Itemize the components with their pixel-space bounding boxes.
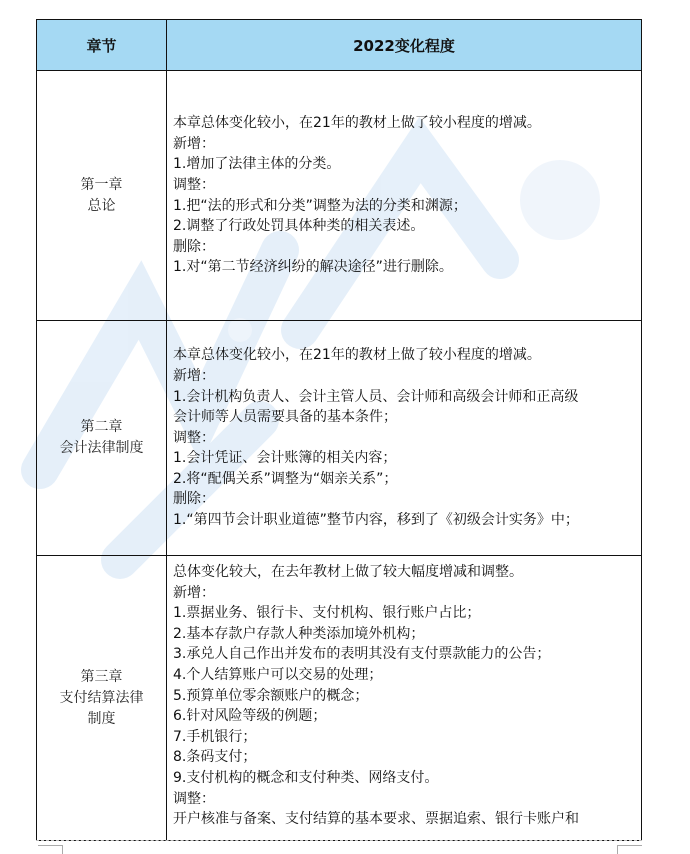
content-cell bbox=[167, 556, 642, 841]
change-table bbox=[36, 19, 642, 841]
content-line: 1.“第四节会计职业道德”整节内容，移到了《初级会计实务》中； bbox=[173, 512, 579, 529]
content-line: 1.票据业务、银行卡、支付机构、银行账户占比； bbox=[173, 605, 481, 622]
chapter-number: 第三章 bbox=[80, 668, 123, 685]
content-line: 2.基本存款户存款人种类添加境外机构； bbox=[173, 625, 425, 642]
table-row bbox=[37, 71, 642, 321]
content-line: 3.承兑人自己作出并发布的表明其没有支付票款能力的公告； bbox=[173, 646, 551, 663]
content-line: 1.增加了法律主体的分类。 bbox=[173, 156, 341, 173]
content-line: 删除： bbox=[173, 491, 215, 508]
chapter-title-cont: 制度 bbox=[87, 710, 116, 727]
content-line: 本章总体变化较小，在21年的教材上做了较小程度的增减。 bbox=[173, 347, 541, 364]
content-line: 8.条码支付； bbox=[173, 749, 257, 766]
content-line: 5.预算单位零余额账户的概念； bbox=[173, 687, 369, 704]
content-line: 7.手机银行； bbox=[173, 728, 257, 745]
header-chapter: 章节 bbox=[37, 20, 167, 71]
chapter-number: 第二章 bbox=[80, 419, 123, 435]
content-line: 1.会计机构负责人、会计主管人员、会计师和高级会计师和正高级 bbox=[173, 388, 579, 405]
content-line: 2.将“配偶关系”调整为“姻亲关系”； bbox=[173, 470, 398, 487]
chapter-title: 总论 bbox=[87, 197, 116, 214]
content-line: 新增： bbox=[173, 367, 215, 384]
content-line: 9.支付机构的概念和支付种类、网络支付。 bbox=[173, 769, 439, 786]
content-line: 1.对“第二节经济纠纷的解决途径”进行删除。 bbox=[173, 259, 453, 276]
content-cell bbox=[167, 321, 642, 556]
content-line: 1.会计凭证、会计账簿的相关内容； bbox=[173, 450, 397, 467]
chapter-cell bbox=[37, 71, 167, 321]
chapter-cell bbox=[37, 321, 167, 556]
table-row bbox=[37, 321, 642, 556]
content-line: 2.调整了行政处罚具体种类的相关表述。 bbox=[173, 218, 425, 235]
header-row bbox=[37, 20, 642, 71]
chapter-title: 支付结算法律 bbox=[59, 689, 144, 706]
table-row bbox=[37, 556, 642, 841]
content-line: 会计师等人员需要具备的基本条件； bbox=[173, 409, 397, 426]
content-line: 1.把“法的形式和分类”调整为法的分类和渊源； bbox=[173, 197, 467, 214]
content-line: 总体变化较大，在去年教材上做了较大幅度增减和调整。 bbox=[173, 564, 523, 580]
chapter-cell bbox=[37, 556, 167, 841]
content-line: 删除： bbox=[173, 238, 215, 255]
content-line: 新增： bbox=[173, 584, 215, 601]
header-change-degree: 2022变化程度 bbox=[167, 20, 642, 71]
chapter-title: 会计法律制度 bbox=[59, 440, 144, 456]
page-break-line bbox=[36, 840, 642, 841]
content-line: 调整： bbox=[173, 176, 215, 193]
content-line: 新增： bbox=[173, 135, 215, 152]
content-line: 本章总体变化较小，在21年的教材上做了较小程度的增减。 bbox=[173, 115, 541, 132]
content-line: 6.针对风险等级的例题； bbox=[173, 708, 327, 725]
content-line: 调整： bbox=[173, 429, 215, 446]
content-line: 4.个人结算账户可以交易的处理； bbox=[173, 666, 383, 683]
content-cell bbox=[167, 71, 642, 321]
content-line: 调整： bbox=[173, 790, 215, 807]
content-line: 开户核准与备案、支付结算的基本要求、票据追索、银行卡账户和 bbox=[173, 811, 579, 828]
chapter-number: 第一章 bbox=[80, 176, 123, 193]
